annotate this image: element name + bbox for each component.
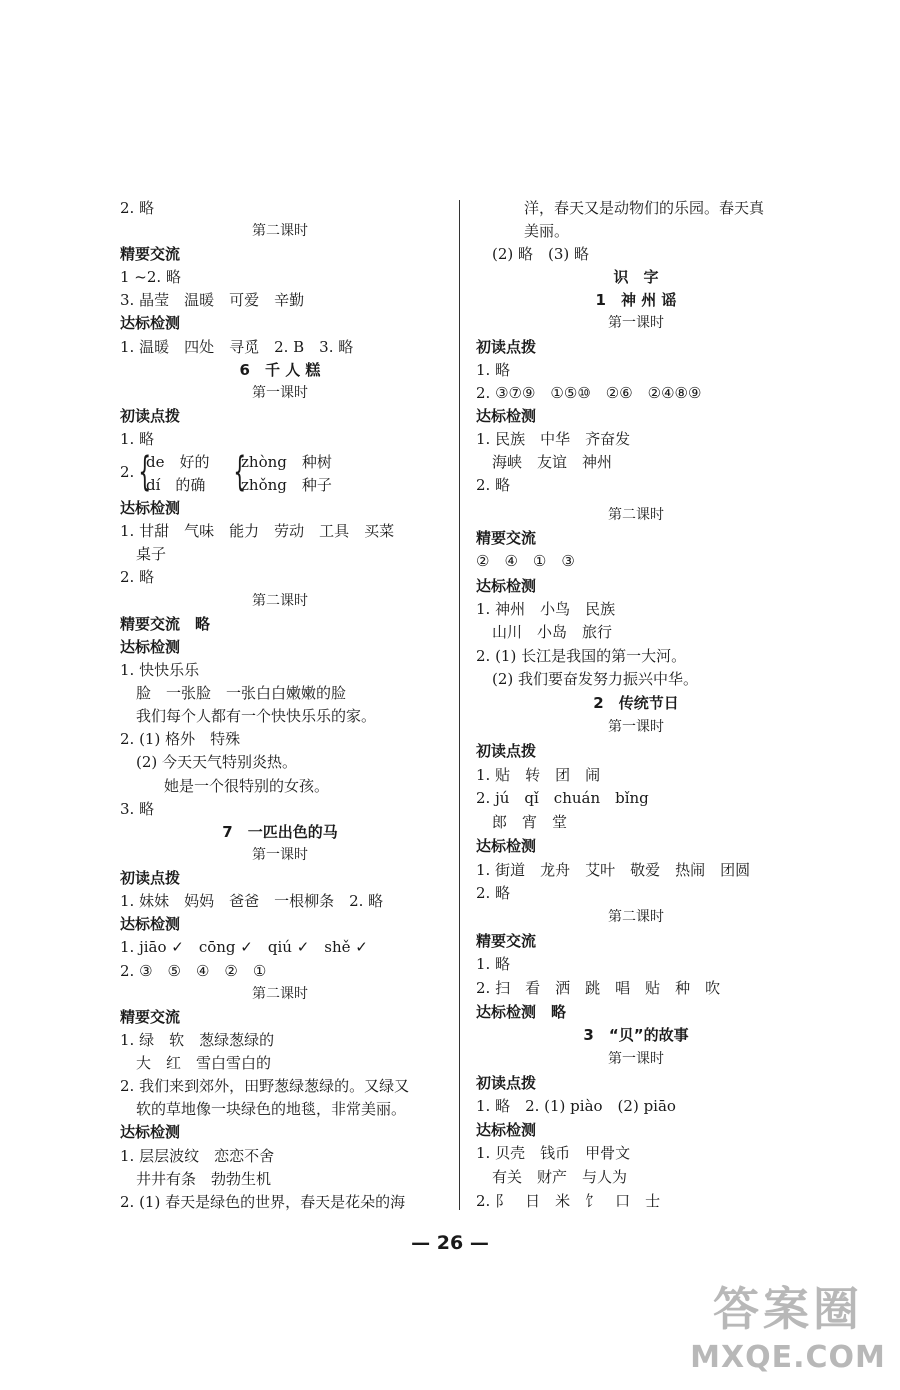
section-heading: 达标检测 [120, 1123, 181, 1141]
text-line: 1. 街道 龙舟 艾叶 敬爱 热闹 团圆 [476, 861, 751, 879]
text-line: 脸 一张脸 一张白白嫩嫩的脸 [136, 684, 347, 702]
lesson-heading: 第一课时 [608, 1051, 664, 1067]
text-line: 1. 略 2. (1) piào (2) piāo [476, 1097, 676, 1115]
text-line: 1. 略 [476, 955, 511, 973]
lesson-heading: 第二课时 [608, 909, 664, 925]
text-line: 2. 扫 看 洒 跳 唱 贴 种 吹 [476, 979, 721, 997]
lesson-heading: 第二课时 [252, 986, 308, 1002]
text-line: 有关 财产 与人为 [492, 1168, 628, 1186]
text-line: 2. (1) 格外 特殊 [120, 730, 241, 748]
text-line: 1. 层层波纹 恋恋不舍 [120, 1147, 275, 1165]
text-line: 1. 略 [476, 361, 511, 379]
section-heading: 达标检测 [120, 638, 181, 656]
text-line: 郎 宵 堂 [492, 813, 568, 831]
text-line: 1 ~2. 略 [120, 268, 181, 286]
page-number: — 26 — [411, 1232, 489, 1254]
chapter-title: 6 千 人 糕 [239, 361, 321, 379]
pinyin-item: zhǒng 种子 [241, 476, 332, 494]
lesson-heading: 第一课时 [608, 315, 664, 331]
pinyin-number: 2. [120, 463, 135, 481]
section-heading: 精要交流 [476, 932, 537, 950]
left-brace-icon: { [138, 449, 152, 495]
section-heading: 初读点拨 [120, 869, 181, 887]
text-line: 井井有条 勃勃生机 [136, 1170, 272, 1188]
lesson-heading: 第二课时 [252, 223, 308, 239]
text-line: 2. 略 [476, 476, 511, 494]
section-heading: 达标检测 [476, 1121, 537, 1139]
text-line: 软的草地像一块绿色的地毯，非常美丽。 [136, 1100, 407, 1118]
left-brace-icon: { [233, 449, 247, 495]
section-heading: 初读点拨 [476, 742, 537, 760]
text-line: 1. 神州 小鸟 民族 [476, 600, 616, 618]
column-divider [459, 200, 460, 1210]
text-line: (2) 略 (3) 略 [492, 245, 590, 263]
text-line: 1. 温暖 四处 寻觅 2. B 3. 略 [120, 338, 354, 356]
text-line: 2. 略 [120, 199, 155, 217]
text-line: 1. 甘甜 气味 能力 劳动 工具 买菜 [120, 522, 395, 540]
text-line: 1. 妹妹 妈妈 爸爸 一根柳条 2. 略 [120, 892, 384, 910]
text-line: 2. jú qǐ chuán bǐng [476, 789, 649, 807]
section-heading: 达标检测 [476, 577, 537, 595]
section-heading: 达标检测 [476, 407, 537, 425]
chapter-title: 1 神 州 谣 [595, 291, 677, 309]
section-heading: 初读点拨 [476, 1074, 537, 1092]
pinyin-item: zhòng 种树 [241, 453, 332, 471]
section-heading: 精要交流 [120, 245, 181, 263]
section-heading: 精要交流 [120, 1008, 181, 1026]
unit-title: 识 字 [613, 268, 659, 286]
text-line: 2. 我们来到郊外，田野葱绿葱绿的。又绿又 [120, 1077, 410, 1095]
chapter-title: 3 “贝”的故事 [583, 1026, 689, 1044]
text-line: 1. 略 [120, 430, 155, 448]
section-heading: 精要交流 [476, 529, 537, 547]
section-heading: 达标检测 [476, 837, 537, 855]
watermark-title: 答案圈 [713, 1282, 863, 1336]
watermark-url: MXQE.COM [690, 1340, 886, 1375]
text-line: (2) 今天天气特别炎热。 [136, 753, 298, 771]
text-line: 洋，春天又是动物们的乐园。春天真 [524, 199, 765, 217]
text-line: 3. 晶莹 温暖 可爱 辛勤 [120, 291, 305, 309]
text-line: 1. jiāo ✓ cōng ✓ qiú ✓ shě ✓ [120, 938, 368, 956]
pinyin-item: dí 的确 [146, 476, 206, 494]
text-line: 海峡 友谊 神州 [492, 453, 613, 471]
section-heading: 精要交流 略 [120, 615, 211, 633]
text-line: 2. ③⑦⑨ ①⑤⑩ ②⑥ ②④⑧⑨ [476, 384, 702, 402]
text-line: 2. 略 [476, 884, 511, 902]
text-line: 2. 略 [120, 568, 155, 586]
text-line: 桌子 [136, 545, 167, 563]
section-heading: 达标检测 略 [476, 1003, 567, 1021]
section-heading: 初读点拨 [120, 407, 181, 425]
section-heading: 初读点拨 [476, 338, 537, 356]
text-line: 1. 贴 转 团 闹 [476, 766, 601, 784]
text-line: ② ④ ① ③ [476, 552, 575, 570]
text-line: 1. 贝壳 钱币 甲骨文 [476, 1144, 631, 1162]
chapter-title: 2 传统节日 [593, 694, 679, 712]
text-line: 1. 快快乐乐 [120, 661, 200, 679]
lesson-heading: 第二课时 [608, 507, 664, 523]
section-heading: 达标检测 [120, 499, 181, 517]
lesson-heading: 第一课时 [608, 719, 664, 735]
lesson-heading: 第二课时 [252, 593, 308, 609]
text-line: 3. 略 [120, 800, 155, 818]
text-line: 大 红 雪白雪白的 [136, 1054, 272, 1072]
text-line: 美丽。 [524, 222, 570, 240]
text-line: 1. 民族 中华 齐奋发 [476, 430, 631, 448]
section-heading: 达标检测 [120, 915, 181, 933]
text-line: 2. (1) 春天是绿色的世界，春天是花朵的海 [120, 1193, 406, 1211]
text-line: 2. 阝 日 米 饣 口 士 [476, 1192, 661, 1210]
watermark-logo [688, 1278, 888, 1388]
text-line: (2) 我们要奋发努力振兴中华。 [492, 670, 699, 688]
text-line: 她是一个很特别的女孩。 [164, 777, 330, 795]
section-heading: 达标检测 [120, 314, 181, 332]
text-line: 2. (1) 长江是我国的第一大河。 [476, 647, 687, 665]
text-line: 我们每个人都有一个快快乐乐的家。 [136, 707, 377, 725]
text-line: 2. ③ ⑤ ④ ② ① [120, 962, 267, 980]
lesson-heading: 第一课时 [252, 385, 308, 401]
lesson-heading: 第一课时 [252, 847, 308, 863]
pinyin-item: de 好的 [146, 453, 210, 471]
text-line: 山川 小岛 旅行 [492, 623, 613, 641]
text-line: 1. 绿 软 葱绿葱绿的 [120, 1031, 275, 1049]
chapter-title: 7 一匹出色的马 [222, 823, 338, 841]
